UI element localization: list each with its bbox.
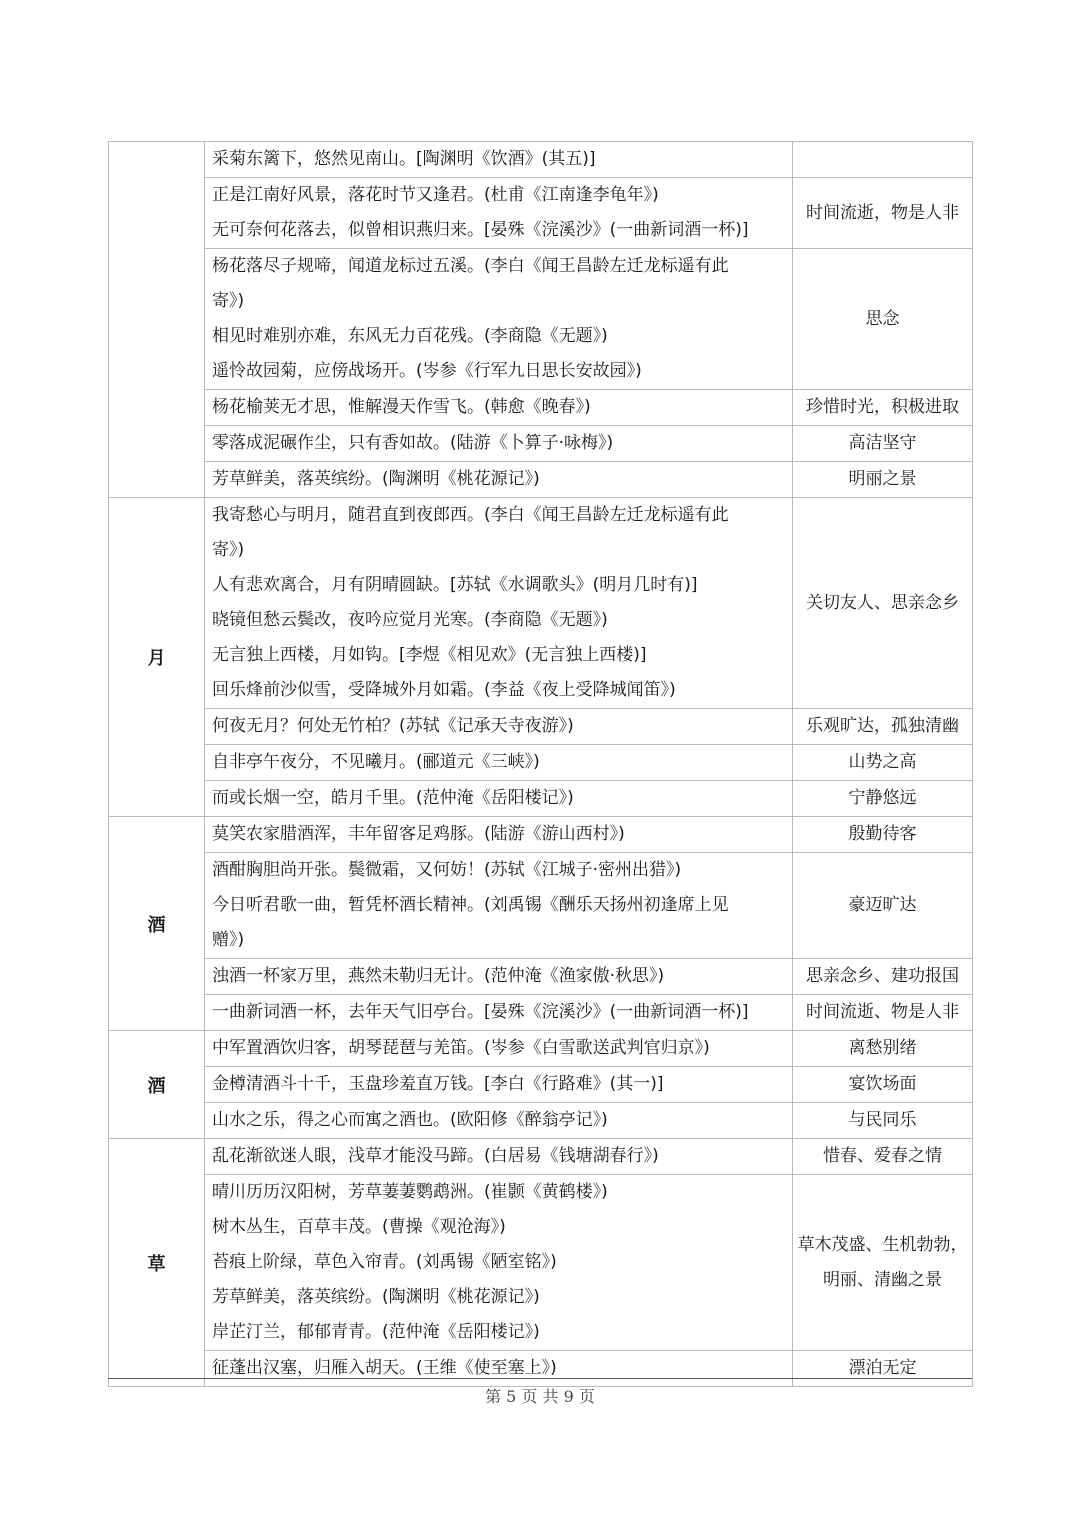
meaning-cell: 乐观旷达，孤独清幽	[793, 709, 973, 745]
quote-line: 浊酒一杯家万里，燕然未勒归无计。(范仲淹《渔家傲·秋思》)	[212, 966, 665, 986]
meaning-cell: 时间流逝，物是人非	[793, 178, 973, 249]
quote-line: 寄》)	[212, 540, 245, 560]
quote-line: 我寄愁心与明月，随君直到夜郎西。(李白《闻王昌龄左迁龙标遥有此	[212, 505, 729, 525]
category-cell	[109, 142, 205, 498]
quote-cell	[205, 1175, 793, 1351]
quote-line: 酒酣胸胆尚开张。鬓微霜，又何妨！(苏轼《江城子·密州出猎》)	[212, 860, 682, 880]
quote-line: 何夜无月？何处无竹柏？(苏轼《记承天寺夜游》)	[212, 716, 574, 736]
table-row	[109, 1175, 973, 1351]
quote-cell	[205, 959, 793, 995]
quote-line: 无言独上西楼，月如钩。[李煜《相见欢》(无言独上西楼)]	[212, 645, 647, 665]
quote-line: 苔痕上阶绿，草色入帘青。(刘禹锡《陋室铭》)	[212, 1252, 557, 1272]
poetry-theme-table	[108, 141, 973, 1387]
meaning-cell: 殷勤待客	[793, 817, 973, 853]
quote-line: 自非亭午夜分，不见曦月。(郦道元《三峡》)	[212, 752, 540, 772]
quote-line: 正是江南好风景，落花时节又逢君。(杜甫《江南逢李龟年》)	[212, 185, 659, 205]
table-row	[109, 817, 973, 853]
table-row	[109, 853, 973, 959]
category-label: 草	[147, 1253, 166, 1275]
quote-line: 晴川历历汉阳树，芳草萋萋鹦鹉洲。(崔颢《黄鹤楼》)	[212, 1182, 608, 1202]
quote-line: 相见时难别亦难，东风无力百花残。(李商隐《无题》)	[212, 326, 608, 346]
quote-line: 赠》)	[212, 930, 245, 950]
meaning-cell: 惜春、爱春之情	[793, 1139, 973, 1175]
meaning-cell: 宴饮场面	[793, 1067, 973, 1103]
quote-line: 中军置酒饮归客，胡琴琵琶与羌笛。(岑参《白雪歌送武判官归京》)	[212, 1038, 710, 1058]
table-row	[109, 1103, 973, 1139]
meaning-cell: 时间流逝、物是人非	[793, 995, 973, 1031]
quote-line: 寄》)	[212, 291, 245, 311]
table-row	[109, 1351, 973, 1387]
meaning-cell: 明丽之景	[793, 462, 973, 498]
quote-cell	[205, 817, 793, 853]
quote-cell	[205, 498, 793, 709]
table-row	[109, 498, 973, 709]
quote-cell	[205, 1031, 793, 1067]
quote-cell	[205, 709, 793, 745]
category-label: 月	[147, 648, 166, 669]
quote-line: 岸芷汀兰，郁郁青青。(范仲淹《岳阳楼记》)	[212, 1322, 540, 1342]
category-cell	[109, 817, 205, 1031]
table-row	[109, 995, 973, 1031]
quote-cell	[205, 853, 793, 959]
meaning-cell: 山势之高	[793, 745, 973, 781]
quote-cell	[205, 745, 793, 781]
meaning-cell: 思亲念乡、建功报国	[793, 959, 973, 995]
quote-line: 山水之乐，得之心而寓之酒也。(欧阳修《醉翁亭记》)	[212, 1110, 608, 1130]
page-number: 第 5 页 共 9 页	[485, 1387, 595, 1406]
quote-line: 回乐烽前沙似雪，受降城外月如霜。(李益《夜上受降城闻笛》)	[212, 680, 676, 700]
category-cell	[109, 1139, 205, 1387]
quote-line: 征蓬出汉塞，归雁入胡天。(王维《使至塞上》)	[212, 1358, 557, 1378]
category-label: 酒	[147, 1075, 166, 1097]
quote-cell	[205, 390, 793, 426]
quote-cell	[205, 249, 793, 390]
quote-cell	[205, 995, 793, 1031]
table-row	[109, 142, 973, 178]
quote-cell	[205, 1139, 793, 1175]
quote-cell	[205, 781, 793, 817]
meaning-cell: 与民同乐	[793, 1103, 973, 1139]
table-row	[109, 178, 973, 249]
footer-divider	[108, 1378, 972, 1379]
meaning-cell: 珍惜时光，积极进取	[793, 390, 973, 426]
quote-line: 金樽清酒斗十千，玉盘珍羞直万钱。[李白《行路难》(其一)]	[212, 1074, 664, 1094]
meaning-cell: 关切友人、思亲念乡	[793, 498, 973, 709]
quote-line: 今日听君歌一曲，暂凭杯酒长精神。(刘禹锡《酬乐天扬州初逢席上见	[212, 895, 729, 915]
quote-line: 而或长烟一空，皓月千里。(范仲淹《岳阳楼记》)	[212, 788, 574, 808]
quote-cell	[205, 462, 793, 498]
meaning-cell: 宁静悠远	[793, 781, 973, 817]
quote-cell	[205, 142, 793, 178]
category-cell	[109, 1031, 205, 1139]
meaning-cell	[793, 142, 973, 178]
meaning-cell: 豪迈旷达	[793, 853, 973, 959]
table-row	[109, 1067, 973, 1103]
meaning-cell: 高洁坚守	[793, 426, 973, 462]
meaning-cell: 思念	[793, 249, 973, 390]
quote-line: 杨花榆荚无才思，惟解漫天作雪飞。(韩愈《晚春》)	[212, 397, 591, 417]
table-row	[109, 1139, 973, 1175]
meaning-cell: 漂泊无定	[793, 1351, 973, 1387]
quote-line: 无可奈何花落去，似曾相识燕归来。[晏殊《浣溪沙》(一曲新词酒一杯)]	[212, 220, 749, 240]
table-row	[109, 249, 973, 390]
quote-line: 乱花渐欲迷人眼，浅草才能没马蹄。(白居易《钱塘湖春行》)	[212, 1146, 659, 1166]
quote-line: 莫笑农家腊酒浑，丰年留客足鸡豚。(陆游《游山西村》)	[212, 824, 625, 844]
quote-line: 杨花落尽子规啼，闻道龙标过五溪。(李白《闻王昌龄左迁龙标遥有此	[212, 256, 729, 276]
table-row	[109, 959, 973, 995]
quote-cell	[205, 1351, 793, 1387]
quote-line: 采菊东篱下，悠然见南山。[陶渊明《饮酒》(其五)]	[212, 149, 596, 169]
table-row	[109, 745, 973, 781]
poetry-table-page	[108, 141, 972, 1387]
table-row	[109, 709, 973, 745]
quote-cell	[205, 1067, 793, 1103]
quote-line: 零落成泥碾作尘，只有香如故。(陆游《卜算子·咏梅》)	[212, 433, 614, 453]
quote-line: 晓镜但愁云鬓改，夜吟应觉月光寒。(李商隐《无题》)	[212, 610, 608, 630]
quote-cell	[205, 178, 793, 249]
category-cell	[109, 498, 205, 817]
quote-cell	[205, 426, 793, 462]
quote-cell	[205, 1103, 793, 1139]
quote-line: 遥怜故园菊，应傍战场开。(岑参《行军九日思长安故园》)	[212, 361, 642, 381]
quote-line: 人有悲欢离合，月有阴晴圆缺。[苏轼《水调歌头》(明月几时有)]	[212, 575, 698, 595]
table-row	[109, 390, 973, 426]
table-row	[109, 1031, 973, 1067]
quote-line: 一曲新词酒一杯，去年天气旧亭台。[晏殊《浣溪沙》(一曲新词酒一杯)]	[212, 1002, 749, 1022]
table-row	[109, 781, 973, 817]
quote-line: 芳草鲜美，落英缤纷。(陶渊明《桃花源记》)	[212, 1287, 540, 1307]
table-row	[109, 426, 973, 462]
table-row	[109, 462, 973, 498]
quote-line: 芳草鲜美，落英缤纷。(陶渊明《桃花源记》)	[212, 469, 540, 489]
quote-line: 树木丛生，百草丰茂。(曹操《观沧海》)	[212, 1217, 506, 1237]
meaning-cell: 草木茂盛、生机勃勃，明丽、清幽之景	[793, 1175, 973, 1351]
category-label: 酒	[147, 914, 166, 936]
meaning-cell: 离愁别绪	[793, 1031, 973, 1067]
